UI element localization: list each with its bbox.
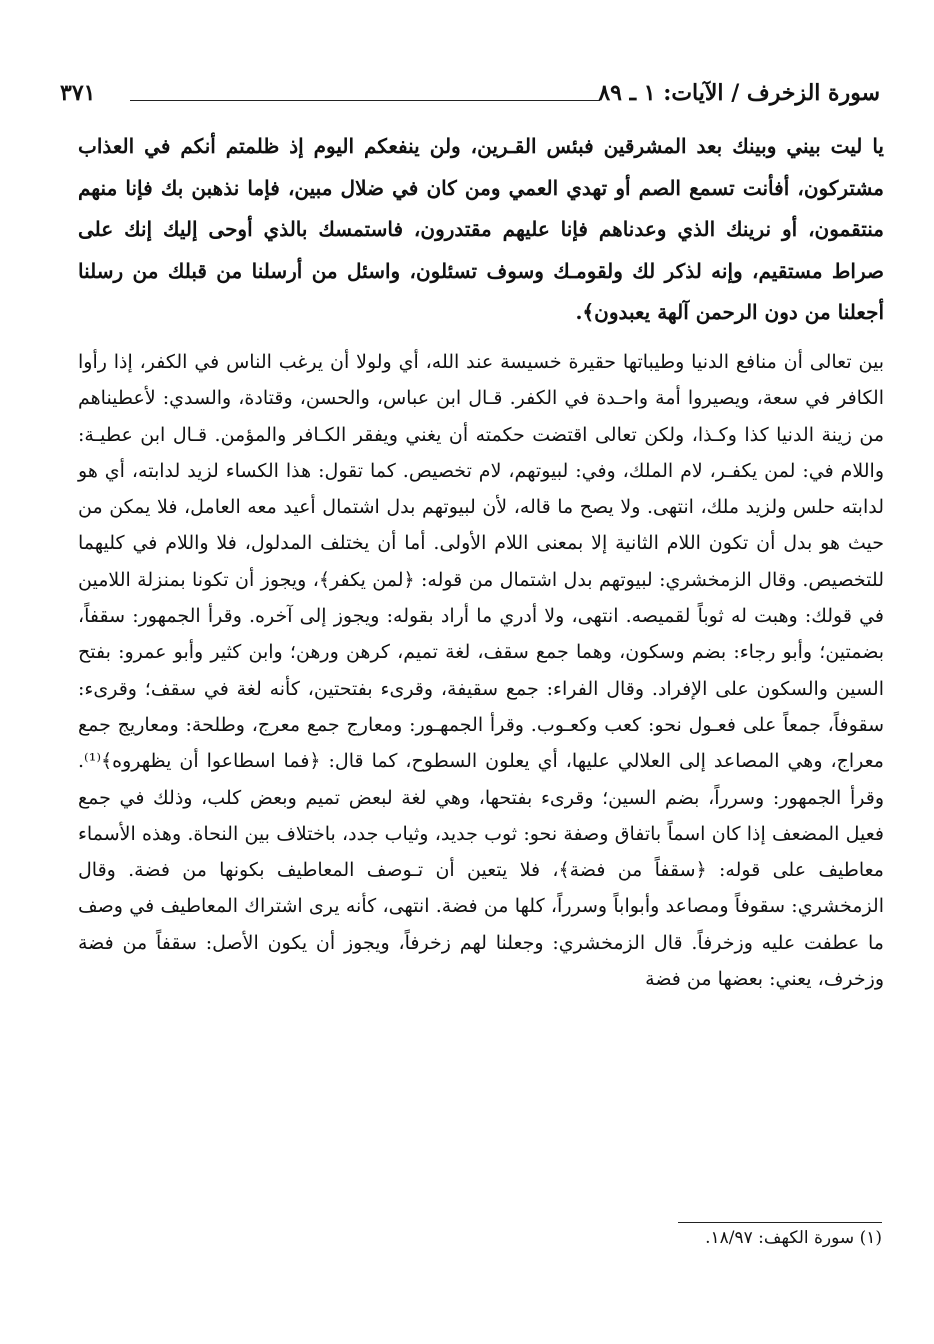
footnote: (١) سورة الكهف: ١٨/٩٧. xyxy=(705,1228,882,1248)
header-rule xyxy=(130,100,600,101)
quran-verses: يا ليت بيني وبينك بعد المشرقين فبئس القـرين، ولن ينفعكم اليوم إذ ظلمتم أنكم في العذاب مشتركون، أفأنت تسمع الصم أو تهدي العمي ومن كان في ضلال مبين، فإما نذهبن بك فإنا منهم منتقمون، أو نرينك الذي وعدناهم فإنا عليهم مقتدرون، فاستمسك بالذي أوحى إليك إنك على صراط مستقيم، وإنه لذكر لك ولقومـك وسوف تسئلون، واسئل من أرسلنا من قبلك من رسلنا أجعلنا من دون الرحمن آلهة يعبدون﴾. xyxy=(78,134,885,324)
running-title: سورة الزخرف / الآيات: ١ ـ ٨٩ xyxy=(598,80,880,106)
page-header xyxy=(60,80,880,114)
commentary-paragraph: بين تعالى أن منافع الدنيا وطيباتها حقيرة خسيسة عند الله، أي ولولا أن يرغب الناس في الكفر، إذا رأوا الكافر في سعة، ويصيروا أمة واحـدة في الكفر. قـال ابن عباس، والحسن، وقتادة، والسدي: لأعطيناهم من زينة الدنيا كذا وكـذا، ولكن تعالى اقتضت حكمته أن يغني ويفقر الكـافر والمؤمن. قـال ابن عطيـة: واللام في: لمن يكفـر، لام الملك، وفي: لبيوتهم، لام تخصيص. كما تقول: هذا الكساء لزيد لدابته، أي هو لدابته حلس ولزيد ملك، انتهى. ولا يصح ما قاله، لأن لبيوتهم بدل اشتمال أعيد معه العامل، فلا يمكن من حيث هو بدل أن تكون اللام الثانية إلا بمعنى اللام الأولى. أما أن يختلف المدلول، فلا واللام في كليهما للتخصيص. وقال الزمخشري: لبيوتهم بدل اشتمال من قوله: ﴿لمن يكفر﴾، ويجوز أن تكونا بمنزلة اللامين في قولك: وهبت له ثوباً لقميصه. انتهى، ولا أدري ما أراد بقوله: ويجوز إلى آخره. وقرأ الجمهور: سقفاً، بضمتين؛ وأبو رجاء: بضم وسكون، وهما جمع سقف، لغة تميم، كرهن ورهن؛ وابن كثير وأبو عمرو: بفتح السين والسكون على الإفراد. وقال الفراء: جمع سقيفة، وقرىء بفتحتين، كأنه لغة في سقف؛ وقرىء: سقوفاً، جمعاً على فعـول نحو: كعب وكعـوب. وقرأ الجمهـور: ومعارج جمع معرج، وطلحة: ومعاريج جمع معراج، وهي المصاعد إلى العلالي عليها، أي يعلون السطوح، كما قال: ﴿فما اسطاعوا أن يظهروه﴾⁽¹⁾. وقرأ الجمهور: وسرراً، بضم السين؛ وقرىء بفتحها، وهي لغة لبعض تميم وبعض كلب، وذلك في جمع فعيل المضعف إذا كان اسماً باتفاق وصفة نحو: ثوب جديد، وثياب جدد، باختلاف بين النحاة. وهذه الأسماء معاطيف على قوله: ﴿سقفاً من فضة﴾، فلا يتعين أن تـوصف المعاطيف بكونها من فضة. وقال الزمخشري: سقوفاً ومصاعد وأبواباً وسرراً، كلها من فضة. انتهى، كأنه يرى اشتراك المعاطيف في وصف ما عطفت عليه وزخرفاً. قال الزمخشري: وجعلنا لهم زخرفاً، ويجوز أن يكون الأصل: سقفاً من فضة وزخرف، يعني: بعضها من فضة xyxy=(78,351,884,991)
page-number: ٣٧١ xyxy=(60,80,96,106)
commentary-text xyxy=(78,344,884,997)
footnote-rule xyxy=(678,1222,882,1223)
